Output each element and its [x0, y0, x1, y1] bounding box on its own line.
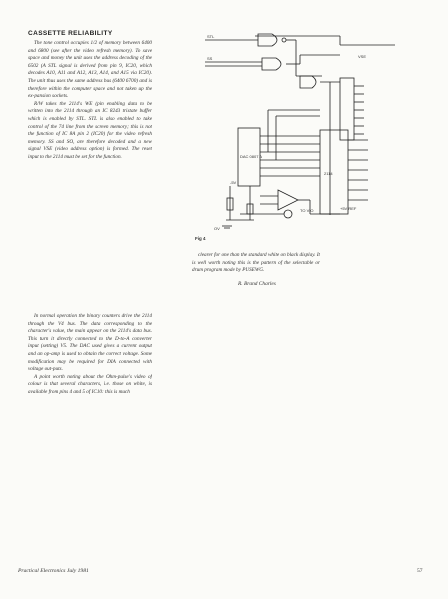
- paragraph: A point worth noting about the Ohm-pulse's video of colour is that several characters, i.e. those on white, is available from pins 4 and 5 of IC10: this is much: [28, 373, 152, 395]
- to-vio-label: TO VIO: [300, 208, 314, 213]
- author-credit: R. Brand Charles: [238, 281, 276, 287]
- paragraph: In normal operation the binary counters drive the 2114 through the V4 bus. The data corresponding to the character's value, the main appear on the 2114's data bus. This turn it directly connected to the D-to-A converter input (setting) V5. The DAC used gives a current output and an op-amp is used to obtain the correct voltage. Some modification may be required for DIA connected with voltage out-puts.: [28, 313, 152, 373]
- footer-publication: Practical Electronics July 1981: [18, 568, 89, 574]
- paragraph: R/W takes the 2114's WE (pin enabling data to be written into the 2114 through an IC 8243 tristate buffer which is enabled by STL. STL is also enabled to take control of the 74 line from the screen memory; this is not the function of IC 8A pin 2 (IC20) for the video refresh memory. SS and SO, are therefore decoded and a new signal VSE (video address option) is formed. The reset input to the 2114 must be set for the function.: [28, 100, 152, 160]
- article-heading: CASSETTE RELIABILITY: [28, 30, 113, 37]
- page-number: 57: [417, 568, 423, 574]
- paragraph: The tone control occupies 1/2 of memory between 6400 and 6800 (see after the video refresh memory). To save space and money the unit uses the address decoding of the 6502 (A STL signal is derived from pin 9, IC20, which decodes A10, A11 and A12, A13, A14, and A15 via IC20). The unit thus uses the same address bus (6400 6700) and is therefore within the computer space and not taken up the ex-pansion sockets.: [28, 40, 152, 100]
- chip-label: 2114: [324, 171, 333, 176]
- figure-label: Fig 4: [195, 236, 206, 241]
- vse-label: VSE: [358, 54, 367, 59]
- ground-label: OV: [214, 226, 220, 231]
- vref-label: +5V REF: [340, 206, 357, 211]
- paragraph: clearer for one than the standard white on black display. It is well worth noting this is the pattern of the selectable or drum program mode by PUSEWG.: [192, 252, 320, 274]
- stl-label: STL: [207, 34, 215, 39]
- dac-label: DAC 0807 A: [240, 154, 263, 159]
- minus-label: -5V: [230, 180, 237, 185]
- ss-label: SS: [207, 56, 213, 61]
